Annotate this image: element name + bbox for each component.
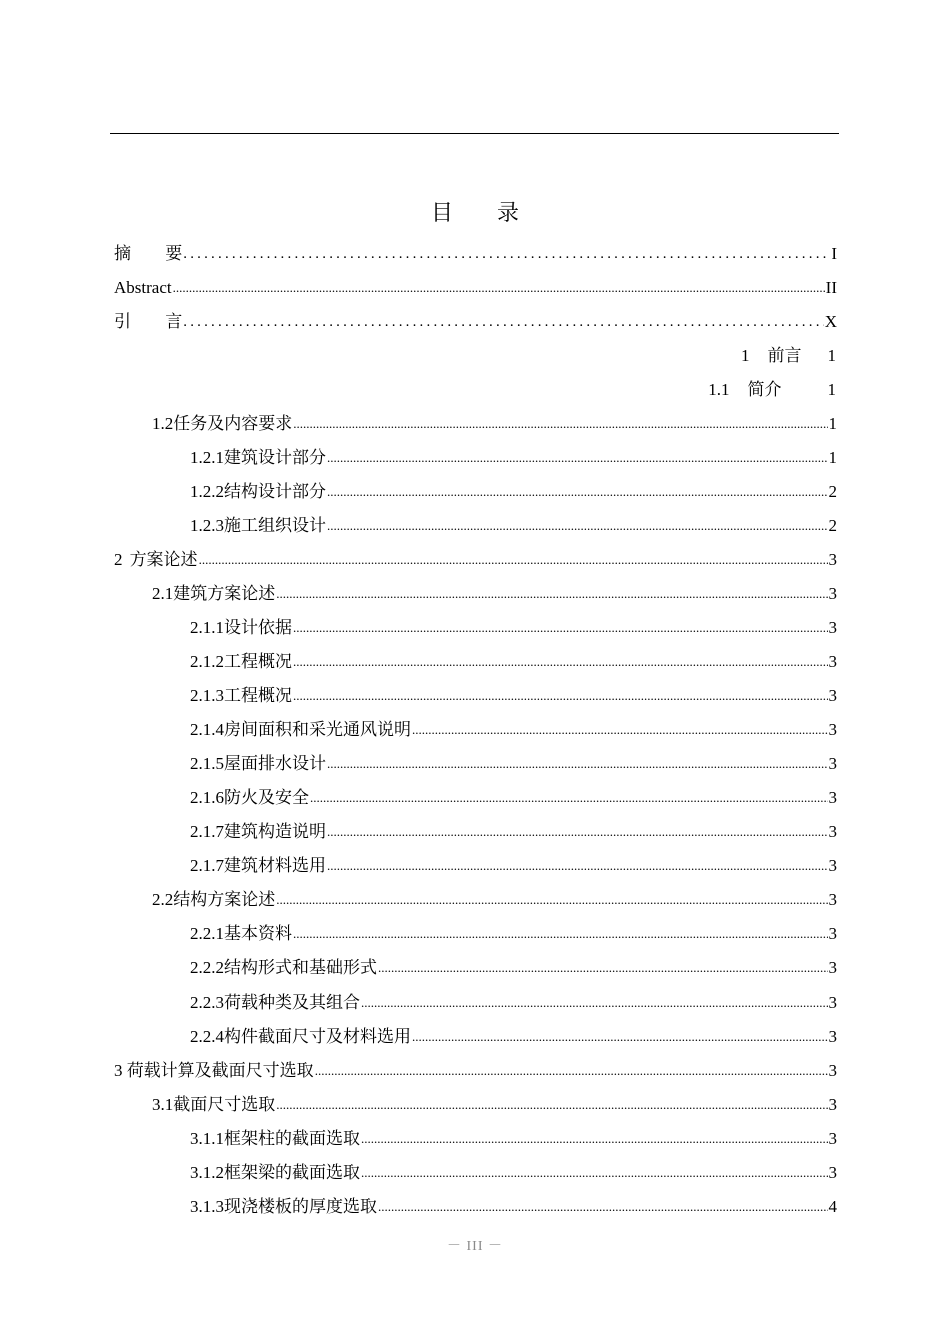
toc-entry-page: 3 <box>828 1129 837 1148</box>
toc-entry-label: 荷载种类及其组合 <box>224 993 360 1012</box>
toc-entry-number: 3.1.1 <box>190 1129 224 1148</box>
toc-entry[interactable] <box>152 884 837 910</box>
toc-entry[interactable] <box>114 1055 837 1081</box>
toc-leader-dots <box>327 482 828 502</box>
toc-entry-page: X <box>824 312 837 331</box>
toc-entry-label: 施工组织设计 <box>224 516 326 535</box>
toc-entry-label: 框架柱的截面选取 <box>224 1129 360 1148</box>
toc-entry-page: 3 <box>828 890 837 909</box>
toc-entry[interactable] <box>152 1089 837 1115</box>
toc-entry-label: 引 言 <box>114 312 183 331</box>
toc-leader-dots <box>199 550 828 570</box>
toc-entry-label: 摘 要 <box>114 244 183 263</box>
toc-entry-number: 3.1.2 <box>190 1163 224 1182</box>
toc-leader-dots <box>183 312 823 332</box>
toc-entry[interactable] <box>190 612 837 638</box>
toc-entry-page: 3 <box>828 924 837 943</box>
toc-leader-dots <box>315 1061 828 1081</box>
toc-entry-number: 2.1.7 <box>190 822 224 841</box>
toc-leader-dots <box>276 890 827 910</box>
toc-entry-label: 防火及安全 <box>224 788 309 807</box>
toc-entry[interactable] <box>190 987 837 1013</box>
toc-leader-dots <box>293 618 828 638</box>
toc-entry-number: 2.1.2 <box>190 652 224 671</box>
toc-entry-page: 3 <box>828 550 837 569</box>
toc-entry-label: 现浇楼板的厚度选取 <box>224 1197 377 1216</box>
toc-entry-page: 3 <box>828 652 837 671</box>
toc-entry-page: 3 <box>828 993 837 1012</box>
toc-entry-page: 3 <box>828 720 837 739</box>
toc-entry[interactable] <box>190 748 837 774</box>
toc-entry-label: 设计依据 <box>224 618 292 637</box>
toc-entry[interactable] <box>190 850 837 876</box>
toc-leader-dots <box>293 414 827 434</box>
toc-entry[interactable] <box>190 1123 837 1149</box>
toc-entry-number: 1.2.3 <box>190 516 224 535</box>
toc-entry-label: 结构方案论述 <box>173 890 276 909</box>
toc-entry-page: 1 <box>827 346 836 365</box>
toc-leader-dots <box>310 788 828 808</box>
toc-entry-label: 结构形式和基础形式 <box>224 958 377 977</box>
toc-leader-dots <box>327 754 828 774</box>
toc-entry-page: 3 <box>828 958 837 977</box>
toc-title-left: 目 <box>430 200 453 225</box>
toc-entry-number: 2.1 <box>152 584 174 603</box>
toc-entry-label: 截面尺寸选取 <box>173 1095 276 1114</box>
toc-entry-page: 3 <box>828 822 837 841</box>
header-rule <box>110 133 839 134</box>
toc-entry-number: 1.2.1 <box>190 448 224 467</box>
toc-entry-label: 工程概况 <box>224 652 292 671</box>
toc-entry-page: I <box>831 244 837 263</box>
toc-entry-page: 1 <box>828 448 837 467</box>
toc-entry-page: 3 <box>828 1027 837 1046</box>
toc-entry-page: II <box>825 278 837 297</box>
toc-entry-number: 2.2.1 <box>190 924 224 943</box>
toc-entry[interactable] <box>190 680 837 706</box>
toc-entry-label: 工程概况 <box>224 686 292 705</box>
toc-entry[interactable] <box>190 1021 837 1047</box>
toc-leader-dots <box>327 516 828 536</box>
toc-entry[interactable] <box>190 646 837 672</box>
toc-entry-number: 3 <box>114 1061 123 1080</box>
toc-entry-page: 3 <box>828 754 837 773</box>
toc-leader-dots <box>327 448 828 468</box>
toc-entry-number: 2.2.3 <box>190 993 224 1012</box>
toc-leader-dots <box>276 584 827 604</box>
toc-entry-page: 3 <box>828 1095 837 1114</box>
toc-entry[interactable] <box>152 578 837 604</box>
toc-entry-label: 前言 <box>767 346 802 365</box>
toc-entry[interactable] <box>190 782 837 808</box>
toc-entry[interactable] <box>190 714 837 740</box>
toc-leader-dots <box>361 993 828 1013</box>
toc-entry-number: 1.2 <box>152 414 174 433</box>
toc-title-right: 录 <box>497 200 520 225</box>
toc-entry[interactable] <box>190 952 837 978</box>
toc-entry[interactable] <box>190 510 837 536</box>
toc-leader-dots <box>361 1129 828 1149</box>
toc-entry-label: 屋面排水设计 <box>224 754 326 773</box>
toc-entry-number: 1.2.2 <box>190 482 224 501</box>
toc-entry-number: 2.1.1 <box>190 618 224 637</box>
toc-entry[interactable] <box>114 272 837 298</box>
toc-entry[interactable] <box>190 442 837 468</box>
toc-entry-number: 1.1 <box>708 380 730 399</box>
toc-entry[interactable] <box>114 238 837 264</box>
toc-entry[interactable] <box>114 340 837 366</box>
toc-entry-page: 3 <box>828 618 837 637</box>
toc-leader-dots <box>327 822 828 842</box>
toc-entry-label: 建筑材料选用 <box>224 856 326 875</box>
toc-leader-dots <box>327 856 828 876</box>
toc-entry-number: 3.1.3 <box>190 1197 224 1216</box>
toc-entry-number: 2.1.4 <box>190 720 224 739</box>
toc-entry-label: 建筑方案论述 <box>173 584 276 603</box>
toc-entry-label: 基本资料 <box>224 924 292 943</box>
toc-entry-number: 2.1.5 <box>190 754 224 773</box>
toc-leader-dots <box>293 652 828 672</box>
toc-entry-number: 2.1.3 <box>190 686 224 705</box>
toc-entry[interactable] <box>190 1191 837 1217</box>
page-number: － III － <box>447 1239 503 1254</box>
toc-entry-label: 构件截面尺寸及材料选用 <box>224 1027 411 1046</box>
toc-entry-label: 建筑设计部分 <box>224 448 326 467</box>
toc-entry[interactable] <box>114 306 837 332</box>
toc-entry-page: 1 <box>828 414 837 433</box>
toc-entry[interactable] <box>114 544 837 570</box>
toc-entry-label: 荷载计算及截面尺寸选取 <box>126 1061 314 1080</box>
toc-leader-dots <box>183 244 830 264</box>
toc-leader-dots <box>378 1197 828 1217</box>
toc-entry-page: 2 <box>828 482 837 501</box>
toc-entry-number: 1 <box>741 346 750 365</box>
toc-entry-label: 框架梁的截面选取 <box>224 1163 360 1182</box>
toc-title <box>0 196 950 227</box>
toc-leader-dots <box>412 720 828 740</box>
toc-entry-number: 2 <box>114 550 123 569</box>
toc-entry-number: 2.1.6 <box>190 788 224 807</box>
toc-entry-page: 3 <box>828 1061 837 1080</box>
toc-leader-dots <box>361 1163 828 1183</box>
toc-entry-page: 3 <box>828 1163 837 1182</box>
toc-entry-number: 3.1 <box>152 1095 174 1114</box>
toc-entry-label: 房间面积和采光通风说明 <box>224 720 411 739</box>
toc-entry-number: 2.2.2 <box>190 958 224 977</box>
toc-entry-page: 4 <box>828 1197 837 1216</box>
toc-leader-dots <box>173 278 825 298</box>
toc-leader-dots <box>378 958 828 978</box>
toc-entry-page: 3 <box>828 788 837 807</box>
toc-entry-number: 2.2.4 <box>190 1027 224 1046</box>
toc-entry-page: 3 <box>828 584 837 603</box>
toc-entry[interactable] <box>190 476 837 502</box>
toc-entry-label: 建筑构造说明 <box>224 822 326 841</box>
toc-leader-dots <box>293 924 828 944</box>
toc-entry-label: 任务及内容要求 <box>173 414 293 433</box>
toc-entry-label: 简介 <box>747 380 782 399</box>
toc-leader-dots <box>276 1095 827 1115</box>
toc-entry-page: 1 <box>827 380 836 399</box>
toc-entry-number: 2.2 <box>152 890 174 909</box>
toc-leader-dots <box>293 686 828 706</box>
toc-entry-label: Abstract <box>114 278 172 297</box>
toc-entry[interactable] <box>114 374 837 400</box>
toc-entry-label: 方案论述 <box>129 550 198 569</box>
toc-entry[interactable] <box>152 408 837 434</box>
toc-leader-dots <box>412 1027 828 1047</box>
toc-entry[interactable] <box>190 816 837 842</box>
toc-entry-label: 结构设计部分 <box>224 482 326 501</box>
toc-entry-page: 2 <box>828 516 837 535</box>
toc-entry-page: 3 <box>828 856 837 875</box>
toc-entry-page: 3 <box>828 686 837 705</box>
toc-entry[interactable] <box>190 1157 837 1183</box>
toc-entry[interactable] <box>190 918 837 944</box>
toc-entry-number: 2.1.7 <box>190 856 224 875</box>
